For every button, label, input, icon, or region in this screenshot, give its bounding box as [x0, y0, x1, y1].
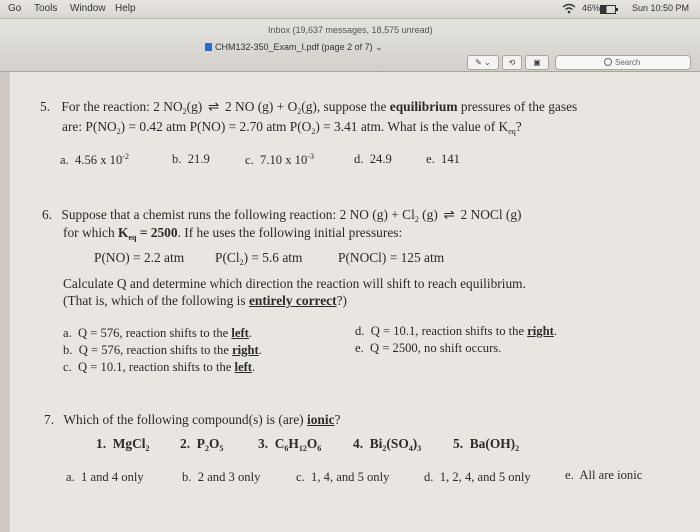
- rotate-button[interactable]: [502, 55, 522, 70]
- rotate-icon: ⟲: [508, 58, 516, 67]
- clock[interactable]: Sun 10:50 PM: [632, 3, 690, 13]
- q7-option-b[interactable]: b. 2 and 3 only: [182, 470, 261, 484]
- q7-number: 7.: [44, 412, 55, 427]
- pdf-page: [10, 72, 700, 532]
- q5-option-b[interactable]: b. 21.9: [172, 152, 210, 166]
- toolbox-icon: ▣: [533, 58, 541, 67]
- q5-option-e[interactable]: e. 141: [426, 152, 460, 166]
- wifi-icon[interactable]: [562, 3, 576, 14]
- q7-compound-1: 1. MgCl$_2$: [96, 436, 150, 453]
- q5-number: 5.: [40, 99, 51, 114]
- q6-line5: (That is, which of the following is entirely correct?): [63, 293, 347, 308]
- document-title[interactable]: CHM132-350_Exam_I.pdf (page 2 of 7) ⌄: [205, 42, 383, 53]
- q7-compound-2: 2. $P_2O_5$: [180, 436, 224, 453]
- q7-option-d[interactable]: d. 1, 2, 4, and 5 only: [424, 470, 531, 484]
- markup-pen-button[interactable]: [467, 55, 499, 70]
- pen-icon: ✎ ⌄: [475, 58, 491, 67]
- q6-number: 6.: [42, 207, 53, 222]
- q7-option-e[interactable]: e. All are ionic: [565, 468, 643, 482]
- q7-option-c[interactable]: c. 1, 4, and 5 only: [296, 470, 390, 484]
- q6-line2: for which $K_{eq} = 2500$. If he uses the following initial pressures:: [63, 225, 403, 242]
- q5-line2: are: $P(NO_2) = 0.42$ atm P(NO) = 2.70 atm $P(O_2) = 3.41$ atm. What is the value of $K_{eq}$?: [62, 119, 522, 136]
- q5-line1: 5. For the reaction: 2 $NO_2(g)$ ⇌ 2 NO $(g) + O_2(g)$, suppose the equilibrium pressures of the gases: [40, 99, 578, 116]
- q7-option-a[interactable]: a. 1 and 4 only: [66, 470, 144, 484]
- q6-option-c[interactable]: c. Q = 10.1, reaction shifts to the left.: [63, 360, 256, 374]
- q7-line1: 7. Which of the following compound(s) is (are) ionic?: [44, 412, 341, 427]
- q6-pressure-nocl: P(NOCl) = 125 atm: [338, 250, 445, 265]
- q6-line4: Calculate Q and determine which direction the reaction will shift to reach equilibrium.: [63, 276, 526, 291]
- share-button[interactable]: [525, 55, 549, 70]
- q7-compound-5: 5. $Ba(OH)_2$: [453, 436, 520, 453]
- q5-option-a[interactable]: a. 4.56 x $10^{-2}$: [60, 152, 129, 167]
- q7-compound-4: 4. $Bi_2(SO_4)_3$: [353, 436, 422, 453]
- q6-line1: 6. Suppose that a chemist runs the following reaction: 2 NO $(g) + Cl_2$ (g) ⇌ 2 NOCl (g): [42, 207, 522, 224]
- menu-tools[interactable]: Tools: [34, 3, 58, 14]
- menu-bar: [0, 0, 700, 19]
- equilibrium-arrow-icon: ⇌: [208, 99, 220, 114]
- q6-option-a[interactable]: a. Q = 576, reaction shifts to the left.: [63, 326, 252, 340]
- q6-pressure-cl2: $P(Cl_2) = 5.6$ atm: [215, 250, 303, 267]
- battery-percent: 46%: [582, 3, 601, 13]
- battery-icon[interactable]: [600, 5, 616, 14]
- equilibrium-arrow-icon: ⇌: [443, 207, 455, 222]
- menu-help[interactable]: Help: [115, 3, 136, 14]
- inbox-status: Inbox (19,637 messages, 18,575 unread): [268, 25, 433, 35]
- q5-option-c[interactable]: c. 7.10 x $10^{-3}$: [245, 152, 314, 167]
- search-input[interactable]: [555, 55, 691, 70]
- pdf-icon: [205, 43, 212, 51]
- q6-pressure-no: P(NO) = 2.2 atm: [94, 250, 185, 265]
- window-titlebar: [0, 19, 700, 72]
- menu-window[interactable]: Window: [70, 3, 106, 14]
- q6-option-b[interactable]: b. Q = 576, reaction shifts to the right.: [63, 343, 262, 357]
- q6-option-d[interactable]: d. Q = 10.1, reaction shifts to the right.: [355, 324, 557, 338]
- q5-option-d[interactable]: d. 24.9: [354, 152, 392, 166]
- q7-compound-3: 3. $C_6H_{12}O_6$: [258, 436, 322, 453]
- search-placeholder: Search: [615, 58, 641, 67]
- menu-go[interactable]: Go: [8, 3, 22, 14]
- document-title-text: CHM132-350_Exam_I.pdf (page 2 of 7): [215, 42, 373, 52]
- search-icon: [604, 58, 612, 66]
- q6-option-e[interactable]: e. Q = 2500, no shift occurs.: [355, 341, 502, 355]
